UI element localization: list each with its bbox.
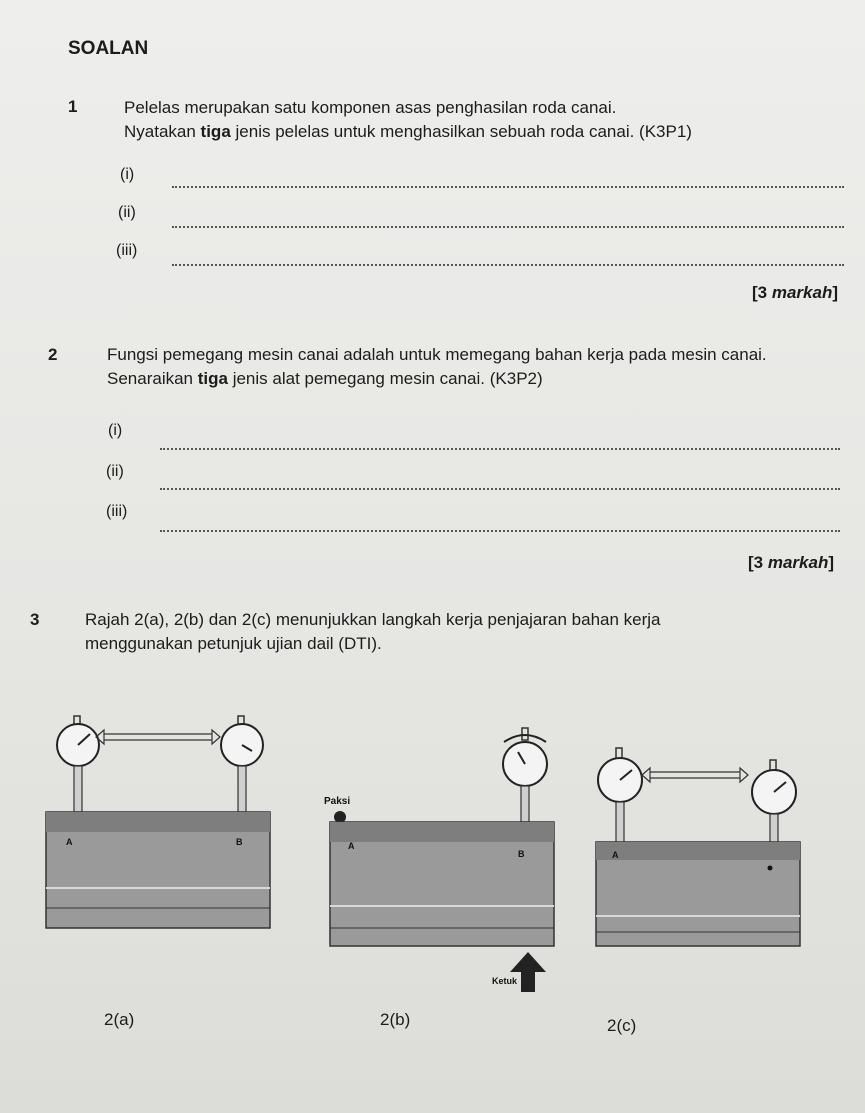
point-b-label: B	[518, 849, 525, 859]
q2-item-i-label: (i)	[108, 422, 123, 439]
q2-answer-line-ii[interactable]	[160, 488, 840, 490]
tap-arrow-up-icon	[510, 952, 546, 992]
figure-2c-caption: 2(c)	[607, 1016, 637, 1035]
point-a-label: A	[612, 850, 619, 860]
figure-2c	[590, 742, 805, 952]
question-1-number: 1	[68, 97, 78, 116]
pivot-point-icon	[334, 811, 346, 823]
question-3-line1: Rajah 2(a), 2(b) dan 2(c) menunjukkan langkah kerja penjajaran bahan kerja	[85, 610, 661, 629]
figure-2b-caption: 2(b)	[380, 1010, 411, 1029]
arrow-right-icon	[740, 768, 748, 782]
figure-2b	[318, 722, 560, 992]
q1-answer-line-ii[interactable]	[172, 226, 844, 228]
q1-answer-line-i[interactable]	[172, 186, 844, 188]
q2-marks: [3 markah]	[748, 553, 834, 572]
question-2-number: 2	[48, 345, 58, 364]
question-3-number: 3	[30, 610, 40, 629]
q2-answer-line-iii[interactable]	[160, 530, 840, 532]
q1-item-iii-label: (iii)	[116, 242, 138, 259]
arrow-left-icon	[642, 768, 650, 782]
figure-2a	[40, 712, 275, 937]
rotation-arrow-icon	[504, 735, 546, 742]
point-b-label: B	[236, 837, 243, 847]
point-b-marker	[768, 866, 773, 871]
question-1-line2: Nyatakan tiga jenis pelelas untuk menghasilkan sebuah roda canai. (K3P1)	[124, 122, 692, 141]
question-1-text	[124, 96, 844, 144]
paksi-label: Paksi	[324, 796, 351, 807]
question-2-line1: Fungsi pemegang mesin canai adalah untuk memegang bahan kerja pada mesin canai.	[107, 345, 767, 364]
q1-marks: [3 markah]	[752, 283, 838, 302]
point-a-label: A	[66, 837, 73, 847]
q1-item-ii-label: (ii)	[118, 204, 136, 221]
section-title: SOALAN	[68, 38, 149, 59]
arrow-right-icon	[212, 730, 220, 744]
question-3-text	[85, 608, 845, 656]
ketuk-label: Ketuk	[492, 976, 518, 986]
question-3-line2: menggunakan petunjuk ujian dail (DTI).	[85, 634, 382, 653]
point-a-label: A	[348, 841, 355, 851]
q2-item-ii-label: (ii)	[106, 463, 124, 480]
q1-answer-line-iii[interactable]	[172, 264, 844, 266]
q1-item-i-label: (i)	[120, 166, 135, 183]
question-1-line1: Pelelas merupakan satu komponen asas penghasilan roda canai.	[124, 98, 617, 117]
figure-2a-caption: 2(a)	[104, 1010, 135, 1029]
question-2-text	[107, 343, 847, 391]
question-2-line2: Senaraikan tiga jenis alat pemegang mesin canai. (K3P2)	[107, 369, 543, 388]
q2-answer-line-i[interactable]	[160, 448, 840, 450]
q2-item-iii-label: (iii)	[106, 503, 128, 520]
